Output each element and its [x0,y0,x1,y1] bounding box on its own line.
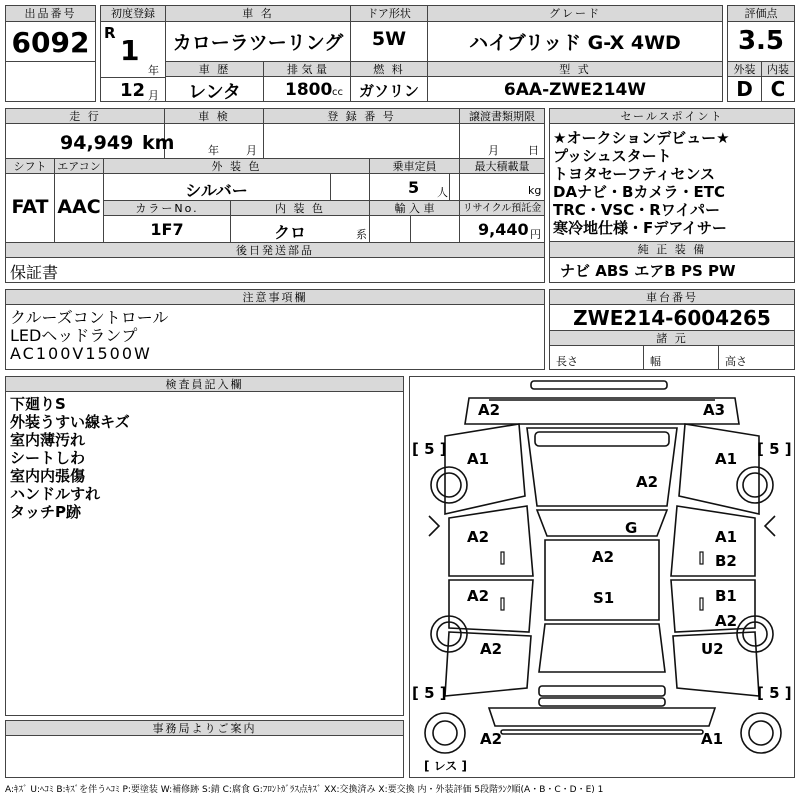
sales-point-item: TRC・VSC・Rワイパー [553,201,721,219]
history-value: レンタ [188,82,241,103]
inspector-note: タッチP跡 [10,503,81,521]
sales-points-label: セールスポイント [549,108,795,124]
door-value: 5W [371,28,407,50]
damage-mark: A1 [715,450,738,468]
tire-rl-mark: [ 5 ] [412,684,447,702]
inspector-note: シートしわ [10,449,86,467]
transfer-day-unit: 日 [528,144,539,157]
aircon-value: AAC [57,196,101,218]
damage-mark: B1 [715,587,737,605]
grid-line [643,345,644,370]
int-color-unit: 系 [356,228,367,241]
damage-mark: G [625,519,638,537]
lot-no-label: 出品番号 [5,5,96,22]
color-no-label: カラーNo. [103,200,231,216]
spare-tire-mark: [ レス ] [424,759,467,773]
legend-text: A:ｷｽﾞ U:ﾍｺﾐ B:ｷｽﾞを伴うﾍｺﾐ P:要塗装 W:補修跡 S:錆 C:腐食 G:ﾌﾛﾝﾄｶﾞﾗｽ点ｷｽﾞ XX:交換済み X:要交換 内・外装評価 5段階ﾗﾝｸ順(A・B・C・D・E) 1 [5,785,604,795]
inspector-label: 検査員記入欄 [5,376,404,392]
aircon-label: エアコン [54,158,104,174]
mileage-label: 走 行 [5,108,165,124]
transfer-docs-label: 譲渡書類期限 [459,108,545,124]
cautions-list [10,309,168,363]
sales-point-item: トヨタセーフティセンス [553,165,716,183]
sales-point-item: DAナビ・Bカメラ・ETC [553,183,725,201]
capacity-label: 乗車定員 [369,158,460,174]
damage-mark: A2 [467,587,490,605]
damage-mark: U2 [701,640,724,658]
later-parts-cell [5,257,545,283]
inspector-note: 外装うすい線キズ [10,413,130,431]
year-unit: 年 [148,64,159,77]
genuine-value: ナビ ABS エアB PS PW [560,262,736,280]
mileage-unit: km [142,132,175,154]
caution-item: LEDヘッドランプ [10,326,138,345]
spec-length-label: 長さ [556,355,578,368]
recycle-unit: 円 [530,228,541,241]
fuel-value: ガソリン [358,82,419,100]
tire-fl-mark: [ 5 ] [412,440,447,458]
caution-item: クルーズコントロール [10,308,169,327]
damage-mark: A2 [592,548,615,566]
spec-height-label: 高さ [725,355,747,368]
recycle-value: 9,440 [478,220,529,239]
model-label: 型 式 [427,61,723,77]
sales-point-item: プッシュスタート [553,147,672,165]
damage-mark: A2 [467,528,490,546]
month-value: 12 [120,80,146,101]
shift-value: FAT [11,196,49,218]
damage-mark: B2 [715,552,737,570]
max-load-unit: kg [528,184,542,197]
int-color-label: 内 装 色 [230,200,370,216]
capacity-unit: 人 [437,186,448,199]
lot-no-lower-cell [5,61,96,102]
genuine-label: 純 正 装 備 [549,241,795,258]
car-name-value: カローラツーリング [172,32,344,54]
chassis-value: ZWE214-6004265 [573,306,771,330]
exterior-grade-value: D [736,77,753,101]
grid-line [449,174,450,200]
inspection-label: 車 検 [164,108,264,124]
inspection-year-unit: 年 [208,144,219,157]
inspector-note: 下廻りS [10,395,66,413]
first-reg-label: 初度登録 [100,5,166,22]
grade-label: グレード [427,5,723,22]
damage-mark: S1 [593,589,615,607]
displacement-unit: cc [332,87,343,98]
interior-grade-value: C [770,77,786,101]
damage-mark: A2 [480,730,503,748]
damage-mark: A2 [478,401,501,419]
interior-grade-label: 内装 [761,61,795,77]
max-load-label: 最大積載量 [459,158,545,174]
damage-mark: A2 [480,640,503,658]
transfer-month-unit: 月 [488,144,499,157]
shift-label: シフト [5,158,55,174]
ext-color-label: 外 装 色 [103,158,370,174]
car-name-label: 車 名 [165,5,351,22]
chassis-label: 車台番号 [549,289,795,305]
displacement-value: 1800 [285,80,333,100]
cautions-label: 注意事項欄 [5,289,545,305]
era-value: R [104,24,116,42]
capacity-value: 5 [408,178,420,197]
door-label: ドア形状 [350,5,428,22]
damage-mark: A3 [703,401,726,419]
int-color-value: クロ [273,223,306,242]
later-parts-label: 後日発送部品 [5,242,545,258]
car-diagram [409,376,795,778]
exterior-grade-label: 外装 [727,61,762,77]
tire-fr-mark: [ 5 ] [757,440,792,458]
inspector-note: 室内内張傷 [10,467,86,485]
grid-line [263,108,264,158]
reg-no-label: 登 録 番 号 [263,108,460,124]
inspector-note: 室内薄汚れ [10,431,86,449]
damage-mark: A1 [701,730,724,748]
sales-point-item: 寒冷地仕様・Fデアイサー [553,219,727,237]
inspection-month-unit: 月 [246,144,257,157]
import-label: 輸 入 車 [369,200,460,216]
grid-line [410,216,411,242]
grid-line [330,174,331,200]
year-value: 1 [120,34,140,67]
office-label: 事務局よりご案内 [5,720,404,736]
history-label: 車 歴 [165,61,264,77]
damage-mark: A1 [715,528,738,546]
later-parts-value: 保証書 [10,263,59,282]
specs-label: 諸 元 [549,330,795,346]
inspector-note: ハンドルすれ [10,485,101,503]
model-value: 6AA-ZWE214W [503,80,647,100]
sales-points-list [553,129,730,237]
damage-mark: A2 [636,473,659,491]
inspector-notes-list [10,395,130,521]
month-unit: 月 [148,89,159,102]
tire-rr-mark: [ 5 ] [757,684,792,702]
score-value: 3.5 [737,26,785,56]
sales-point-item: ★オークションデビュー★ [553,129,730,147]
first-reg-divider [100,77,166,78]
damage-mark: A2 [715,612,738,630]
grade-value: ハイブリッド G-X 4WD [469,32,681,54]
ext-color-value: シルバー [185,181,248,200]
grid-line [718,345,719,370]
recycle-label: リサイクル預託金 [459,200,545,216]
lot-no-value: 6092 [11,26,90,59]
color-no-value: 1F7 [150,220,184,239]
damage-mark: A1 [467,450,490,468]
score-label: 評価点 [727,5,795,22]
spec-width-label: 幅 [650,355,661,368]
displacement-label: 排 気 量 [263,61,351,77]
mileage-value: 94,949 [60,132,134,154]
caution-item: AC100V1500W [10,344,152,363]
grid-line [459,108,460,158]
fuel-label: 燃 料 [350,61,428,77]
